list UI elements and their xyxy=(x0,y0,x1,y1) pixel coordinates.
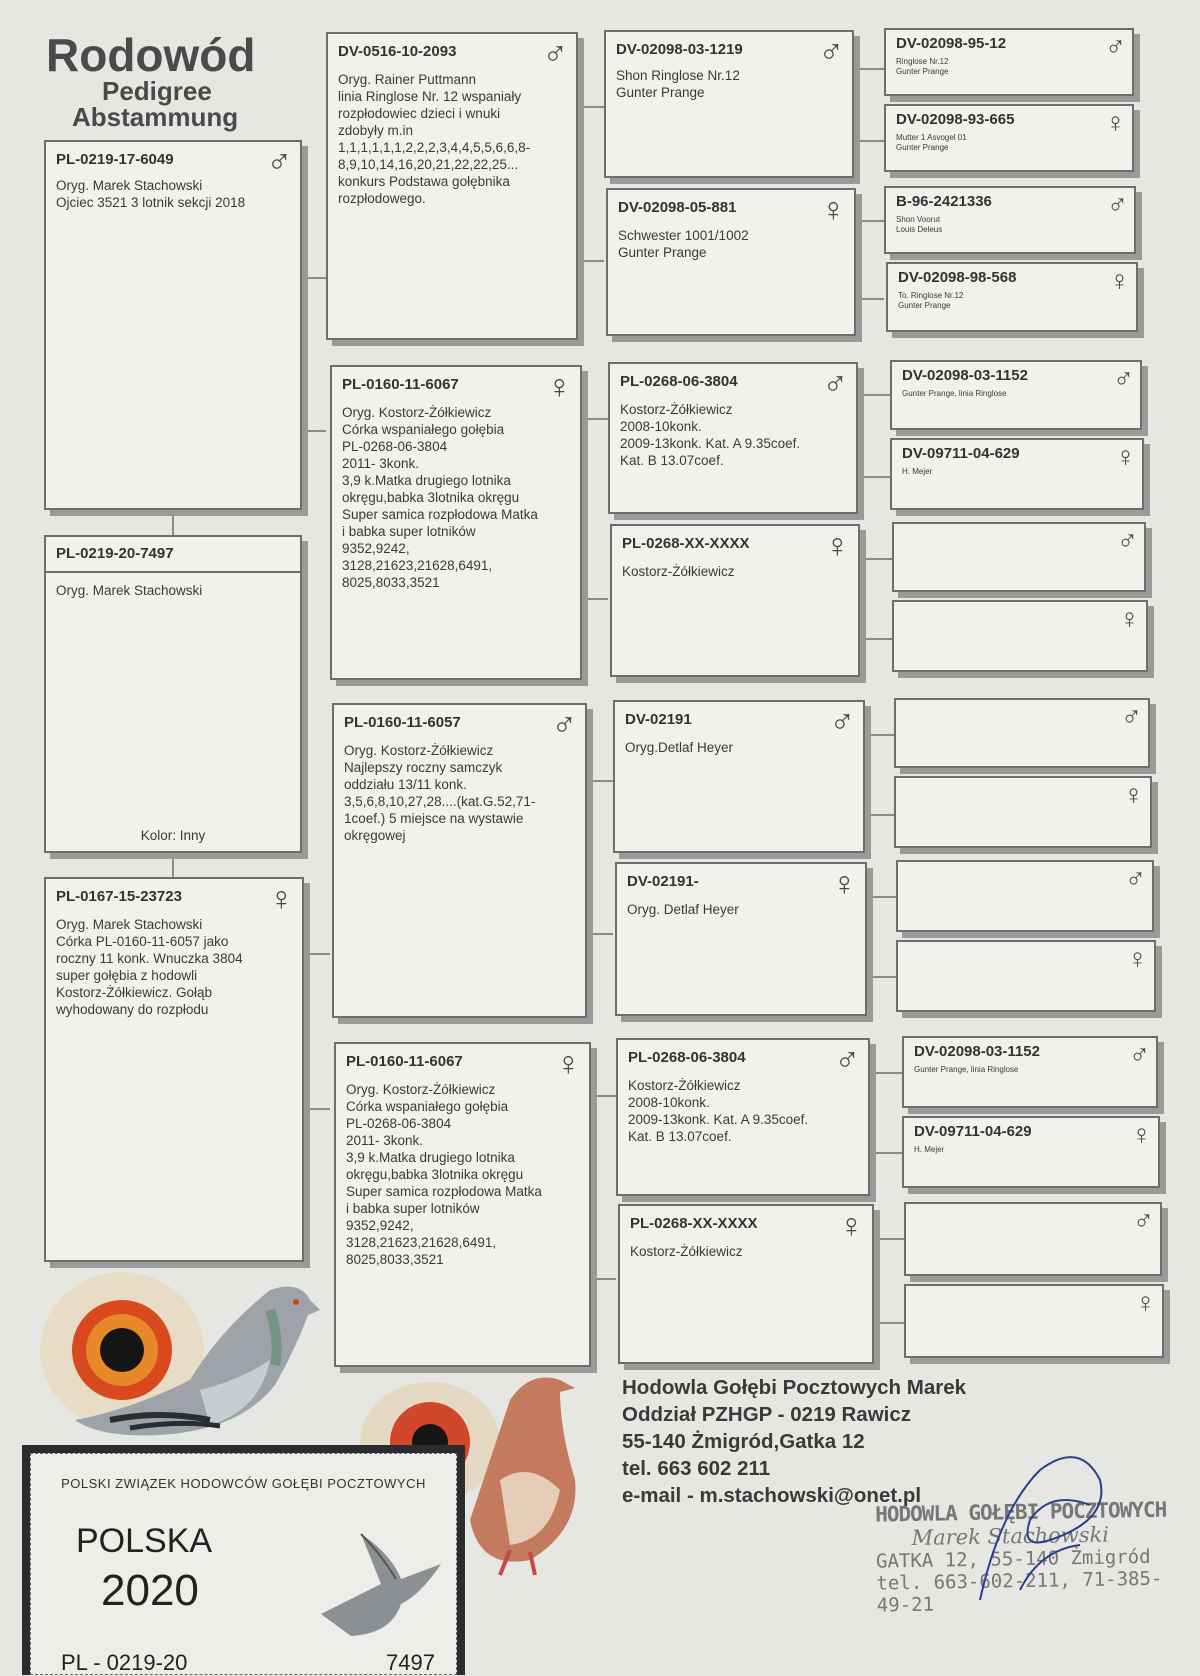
female-icon: ♀ xyxy=(1135,1287,1156,1318)
pigeon-description: H. Mejer xyxy=(914,1145,945,1154)
gen4-card-2 xyxy=(884,104,1134,172)
pigeon-description: Ringlose Nr.12 Gunter Prange xyxy=(896,57,949,76)
connector-line xyxy=(172,852,174,877)
male-icon: ♂ xyxy=(1125,863,1146,894)
female-icon: ♀ xyxy=(546,368,572,406)
connector-line xyxy=(580,598,608,600)
connector-line xyxy=(870,1152,902,1154)
gen3-card-7 xyxy=(616,1038,870,1196)
connector-line xyxy=(872,1238,904,1240)
male-icon: ♂ xyxy=(822,365,848,403)
female-icon: ♀ xyxy=(824,527,850,565)
pigeon-description: Shon Voorut Louis Deleus xyxy=(896,215,943,234)
subtitle-german: Abstammung xyxy=(72,102,239,132)
ring-number-prefix: PL - 0219-20 xyxy=(61,1650,188,1675)
ring-number: DV-02098-03-1152 xyxy=(902,367,1028,384)
ring-number: DV-0516-10-2093 xyxy=(338,43,457,60)
dam-card xyxy=(44,877,304,1262)
connector-line xyxy=(300,430,326,432)
pigeon-description: Kostorz-Żółkiewicz xyxy=(622,564,735,579)
male-icon: ♂ xyxy=(834,1041,860,1079)
female-icon: ♀ xyxy=(555,1045,581,1083)
pigeon-description: Oryg. Rainer Puttmann linia Ringlose Nr. 12 wspaniały rozpłodowiec dzieci i wnuki zdobyły m.in 1,1,1,1,1,1,2,2,2,3,4,4,5,5,6,6,8- 8,9,10,14,16,20,21,22,22,25... konkurs Podstawa gołębnika rozpłodowego. xyxy=(338,72,531,206)
male-icon: ♂ xyxy=(829,703,855,741)
ring-number: DV-09711-04-629 xyxy=(902,445,1020,462)
male-icon: ♂ xyxy=(818,33,844,71)
ring-year: 2020 xyxy=(101,1566,199,1615)
female-icon: ♀ xyxy=(268,880,294,918)
ring-number: PL-0268-06-3804 xyxy=(620,373,738,390)
gen4-card-3 xyxy=(884,186,1136,254)
connector-line xyxy=(872,1322,904,1324)
pigeon-description: Shon Ringlose Nr.12 Gunter Prange xyxy=(616,68,740,100)
connector-line xyxy=(300,277,326,279)
connector-line xyxy=(866,976,896,978)
connector-line xyxy=(304,1108,330,1110)
male-icon: ♂ xyxy=(1113,363,1134,394)
ring-number: DV-09711-04-629 xyxy=(914,1123,1032,1140)
stamp-line-4: tel. 663-602-211, 71-385-49-21 xyxy=(876,1567,1163,1617)
connector-line xyxy=(578,106,604,108)
connector-line xyxy=(864,814,894,816)
male-icon: ♂ xyxy=(1107,189,1128,220)
connector-line xyxy=(854,140,884,142)
connector-line xyxy=(854,220,884,222)
connector-line xyxy=(172,510,174,535)
female-icon: ♀ xyxy=(838,1207,864,1245)
connector-line xyxy=(860,558,892,560)
gen4-card-8 xyxy=(892,600,1148,672)
breeder-email: e-mail - m.stachowski@onet.pl xyxy=(622,1484,922,1507)
pigeon-description: Kostorz-Żółkiewicz 2008-10konk. 2009-13konk. Kat. A 9.35coef. Kat. B 13.07coef. xyxy=(628,1078,809,1144)
stamp-line-1: HODOWLA GOŁĘBI POCZTOWYCH xyxy=(875,1497,1167,1527)
gen4-card-5 xyxy=(890,360,1142,430)
pigeon-description: Gunter Prange, linia Ringlose xyxy=(902,389,1007,398)
pigeon-description: Gunter Prange, linia Ringlose xyxy=(914,1065,1019,1074)
ring-organization: POLSKI ZWIĄZEK HODOWCÓW GOŁĘBI POCZTOWYCH xyxy=(61,1476,426,1491)
subject-card xyxy=(44,535,302,853)
ring-number: PL-0268-XX-XXXX xyxy=(622,535,750,552)
ring-number: DV-02191- xyxy=(627,873,699,890)
male-icon: ♂ xyxy=(1129,1039,1150,1070)
ring-number: PL-0219-20-7497 xyxy=(46,537,300,573)
gen4-card-12 xyxy=(896,940,1156,1012)
gen3-card-6 xyxy=(615,862,867,1016)
female-icon: ♀ xyxy=(1131,1119,1152,1150)
pigeon-description: Oryg. Marek Stachowski Córka PL-0160-11-6057 jako roczny 11 konk. Wnuczka 3804 super gołębia z hodowli Kostorz-Żółkiewicz. Gołąb wyhodowany do rozpłodu xyxy=(56,917,243,1017)
male-icon: ♂ xyxy=(1105,31,1126,62)
breeder-phone: tel. 663 602 211 xyxy=(622,1457,771,1480)
female-icon: ♀ xyxy=(1123,779,1144,810)
female-icon: ♀ xyxy=(1115,441,1136,472)
gen4-card-4 xyxy=(886,262,1138,332)
pigeon-description: Oryg.Detlaf Heyer xyxy=(625,740,734,755)
gen4-card-14 xyxy=(902,1116,1160,1188)
pigeon-description: Kostorz-Żółkiewicz xyxy=(630,1244,743,1259)
stamp-line-3: GATKA 12, 55-140 Żmigród xyxy=(875,1545,1151,1573)
male-icon: ♂ xyxy=(1121,701,1142,732)
female-icon: ♀ xyxy=(1119,603,1140,634)
breeder-contact xyxy=(622,1374,966,1509)
ring-number: PL-0268-XX-XXXX xyxy=(630,1215,758,1232)
gen3-card-5 xyxy=(613,700,865,853)
male-icon: ♂ xyxy=(1133,1205,1154,1236)
connector-line xyxy=(864,734,894,736)
ring-certificate-card xyxy=(22,1445,465,1675)
breeder-name: Hodowla Gołębi Pocztowych Marek xyxy=(622,1376,967,1399)
pigeon-description: Schwester 1001/1002 Gunter Prange xyxy=(618,228,749,260)
gen3-card-8 xyxy=(618,1204,874,1364)
page-title: Rodowód xyxy=(46,29,256,81)
connector-line xyxy=(858,394,890,396)
male-icon: ♂ xyxy=(266,143,292,181)
connector-line xyxy=(866,896,896,898)
connector-line xyxy=(854,68,884,70)
connector-line xyxy=(578,260,604,262)
gen4-card-1 xyxy=(884,28,1134,96)
ring-number: PL-0160-11-6067 xyxy=(346,1053,463,1070)
pigeon-description: Mutter 1 Asvogel 01 Gunter Prange xyxy=(896,133,967,152)
pigeon-description: To. Ringlose Nr.12 Gunter Prange xyxy=(898,291,964,310)
ring-number: PL-0268-06-3804 xyxy=(628,1049,746,1066)
connector-line xyxy=(583,780,613,782)
grandsire-paternal-card xyxy=(326,32,578,340)
color-label: Kolor: Inny xyxy=(140,828,206,843)
gen4-card-13 xyxy=(902,1036,1158,1108)
male-icon: ♂ xyxy=(551,706,577,744)
connector-line xyxy=(854,298,884,300)
ring-number: DV-02098-93-665 xyxy=(896,111,1015,128)
granddam-paternal-card xyxy=(330,365,582,680)
connector-line xyxy=(304,953,330,955)
breeder-address: 55-140 Żmigród,Gatka 12 xyxy=(622,1430,865,1453)
gen4-card-6 xyxy=(890,438,1144,510)
pigeon-description: H. Mejer xyxy=(902,467,933,476)
stamp-line-2: Marek Stachowski xyxy=(911,1522,1110,1550)
signature-scribble xyxy=(960,1450,1160,1610)
gen3-card-3 xyxy=(608,362,858,514)
pigeon-description: Oryg. Kostorz-Żółkiewicz Najlepszy roczny samczyk oddziału 13/11 konk. 3,5,6,8,10,27,28....(kat.G.52,71- 1coef.) 5 miejsce na wystawie okręgowej xyxy=(344,743,536,843)
ring-number: PL-0160-11-6057 xyxy=(344,714,461,731)
connector-line xyxy=(583,933,613,935)
subtitle-english: Pedigree xyxy=(102,76,212,106)
ring-country: POLSKA xyxy=(76,1522,213,1560)
ring-number-suffix: 7497 xyxy=(386,1650,435,1675)
connector-line xyxy=(870,1072,902,1074)
pigeon-description: Oryg. Detlaf Heyer xyxy=(627,902,739,917)
gen4-card-11 xyxy=(896,860,1154,932)
connector-line xyxy=(860,638,892,640)
pigeon-description: Oryg. Marek Stachowski xyxy=(56,583,203,598)
female-icon: ♀ xyxy=(831,865,857,903)
ring-number: DV-02191 xyxy=(625,711,692,728)
gen3-card-4 xyxy=(610,524,860,677)
ring-number: PL-0167-15-23723 xyxy=(56,888,182,905)
ring-number: DV-02098-03-1219 xyxy=(616,41,743,58)
sire-card xyxy=(44,140,302,510)
gen4-card-15 xyxy=(904,1202,1162,1276)
connector-line xyxy=(580,418,608,420)
ring-number: DV-02098-98-568 xyxy=(898,269,1017,286)
female-icon: ♀ xyxy=(820,191,846,229)
granddam-maternal-card xyxy=(334,1042,591,1367)
pigeon-description: Oryg. Kostorz-Żółkiewicz Córka wspaniałego gołębia PL-0268-06-3804 2011- 3konk. 3,9 k.Matka drugiego lotnika okręgu,babka 3lotnika okręgu Super samica rozpłodowa Matka i babka super lotników 9352,9242, 3128,21623,21628,6491, 8025,8033,3521 xyxy=(342,405,538,590)
gen4-card-7 xyxy=(892,522,1146,592)
ring-number: PL-0219-17-6049 xyxy=(56,151,174,168)
flying-pigeon-icon xyxy=(301,1524,451,1644)
gen3-card-2 xyxy=(606,188,856,336)
pigeon-description: Oryg. Marek Stachowski Ojciec 3521 3 lotnik sekcji 2018 xyxy=(56,178,246,210)
gen4-card-16 xyxy=(904,1284,1164,1358)
gen4-card-10 xyxy=(894,776,1152,848)
breeder-branch: Oddział PZHGP - 0219 Rawicz xyxy=(622,1403,911,1426)
pigeon-description: Oryg. Kostorz-Żółkiewicz Córka wspaniałego gołębia PL-0268-06-3804 2011- 3konk. 3,9 k.Matka drugiego lotnika okręgu,babka 3lotnika okręgu Super samica rozpłodowa Matka i babka super lotników 9352,9242, 3128,21623,21628,6491, 8025,8033,3521 xyxy=(346,1082,542,1267)
ring-number: DV-02098-05-881 xyxy=(618,199,737,216)
ring-number: PL-0160-11-6067 xyxy=(342,376,459,393)
gen3-card-1 xyxy=(604,30,854,178)
gen4-card-9 xyxy=(894,698,1150,768)
female-icon: ♀ xyxy=(1109,265,1130,296)
pigeon-description: Kostorz-Żółkiewicz 2008-10konk. 2009-13konk. Kat. A 9.35coef. Kat. B 13.07coef. xyxy=(620,402,801,468)
male-icon: ♂ xyxy=(542,35,568,73)
ring-number: DV-02098-95-12 xyxy=(896,35,1007,52)
male-icon: ♂ xyxy=(1117,525,1138,556)
ring-number: B-96-2421336 xyxy=(896,193,992,210)
connector-line xyxy=(858,476,890,478)
grandsire-maternal-card xyxy=(332,703,587,1018)
female-icon: ♀ xyxy=(1105,107,1126,138)
ring-number: DV-02098-03-1152 xyxy=(914,1043,1040,1060)
grey-pigeon-illustration xyxy=(70,1270,340,1445)
female-icon: ♀ xyxy=(1127,943,1148,974)
